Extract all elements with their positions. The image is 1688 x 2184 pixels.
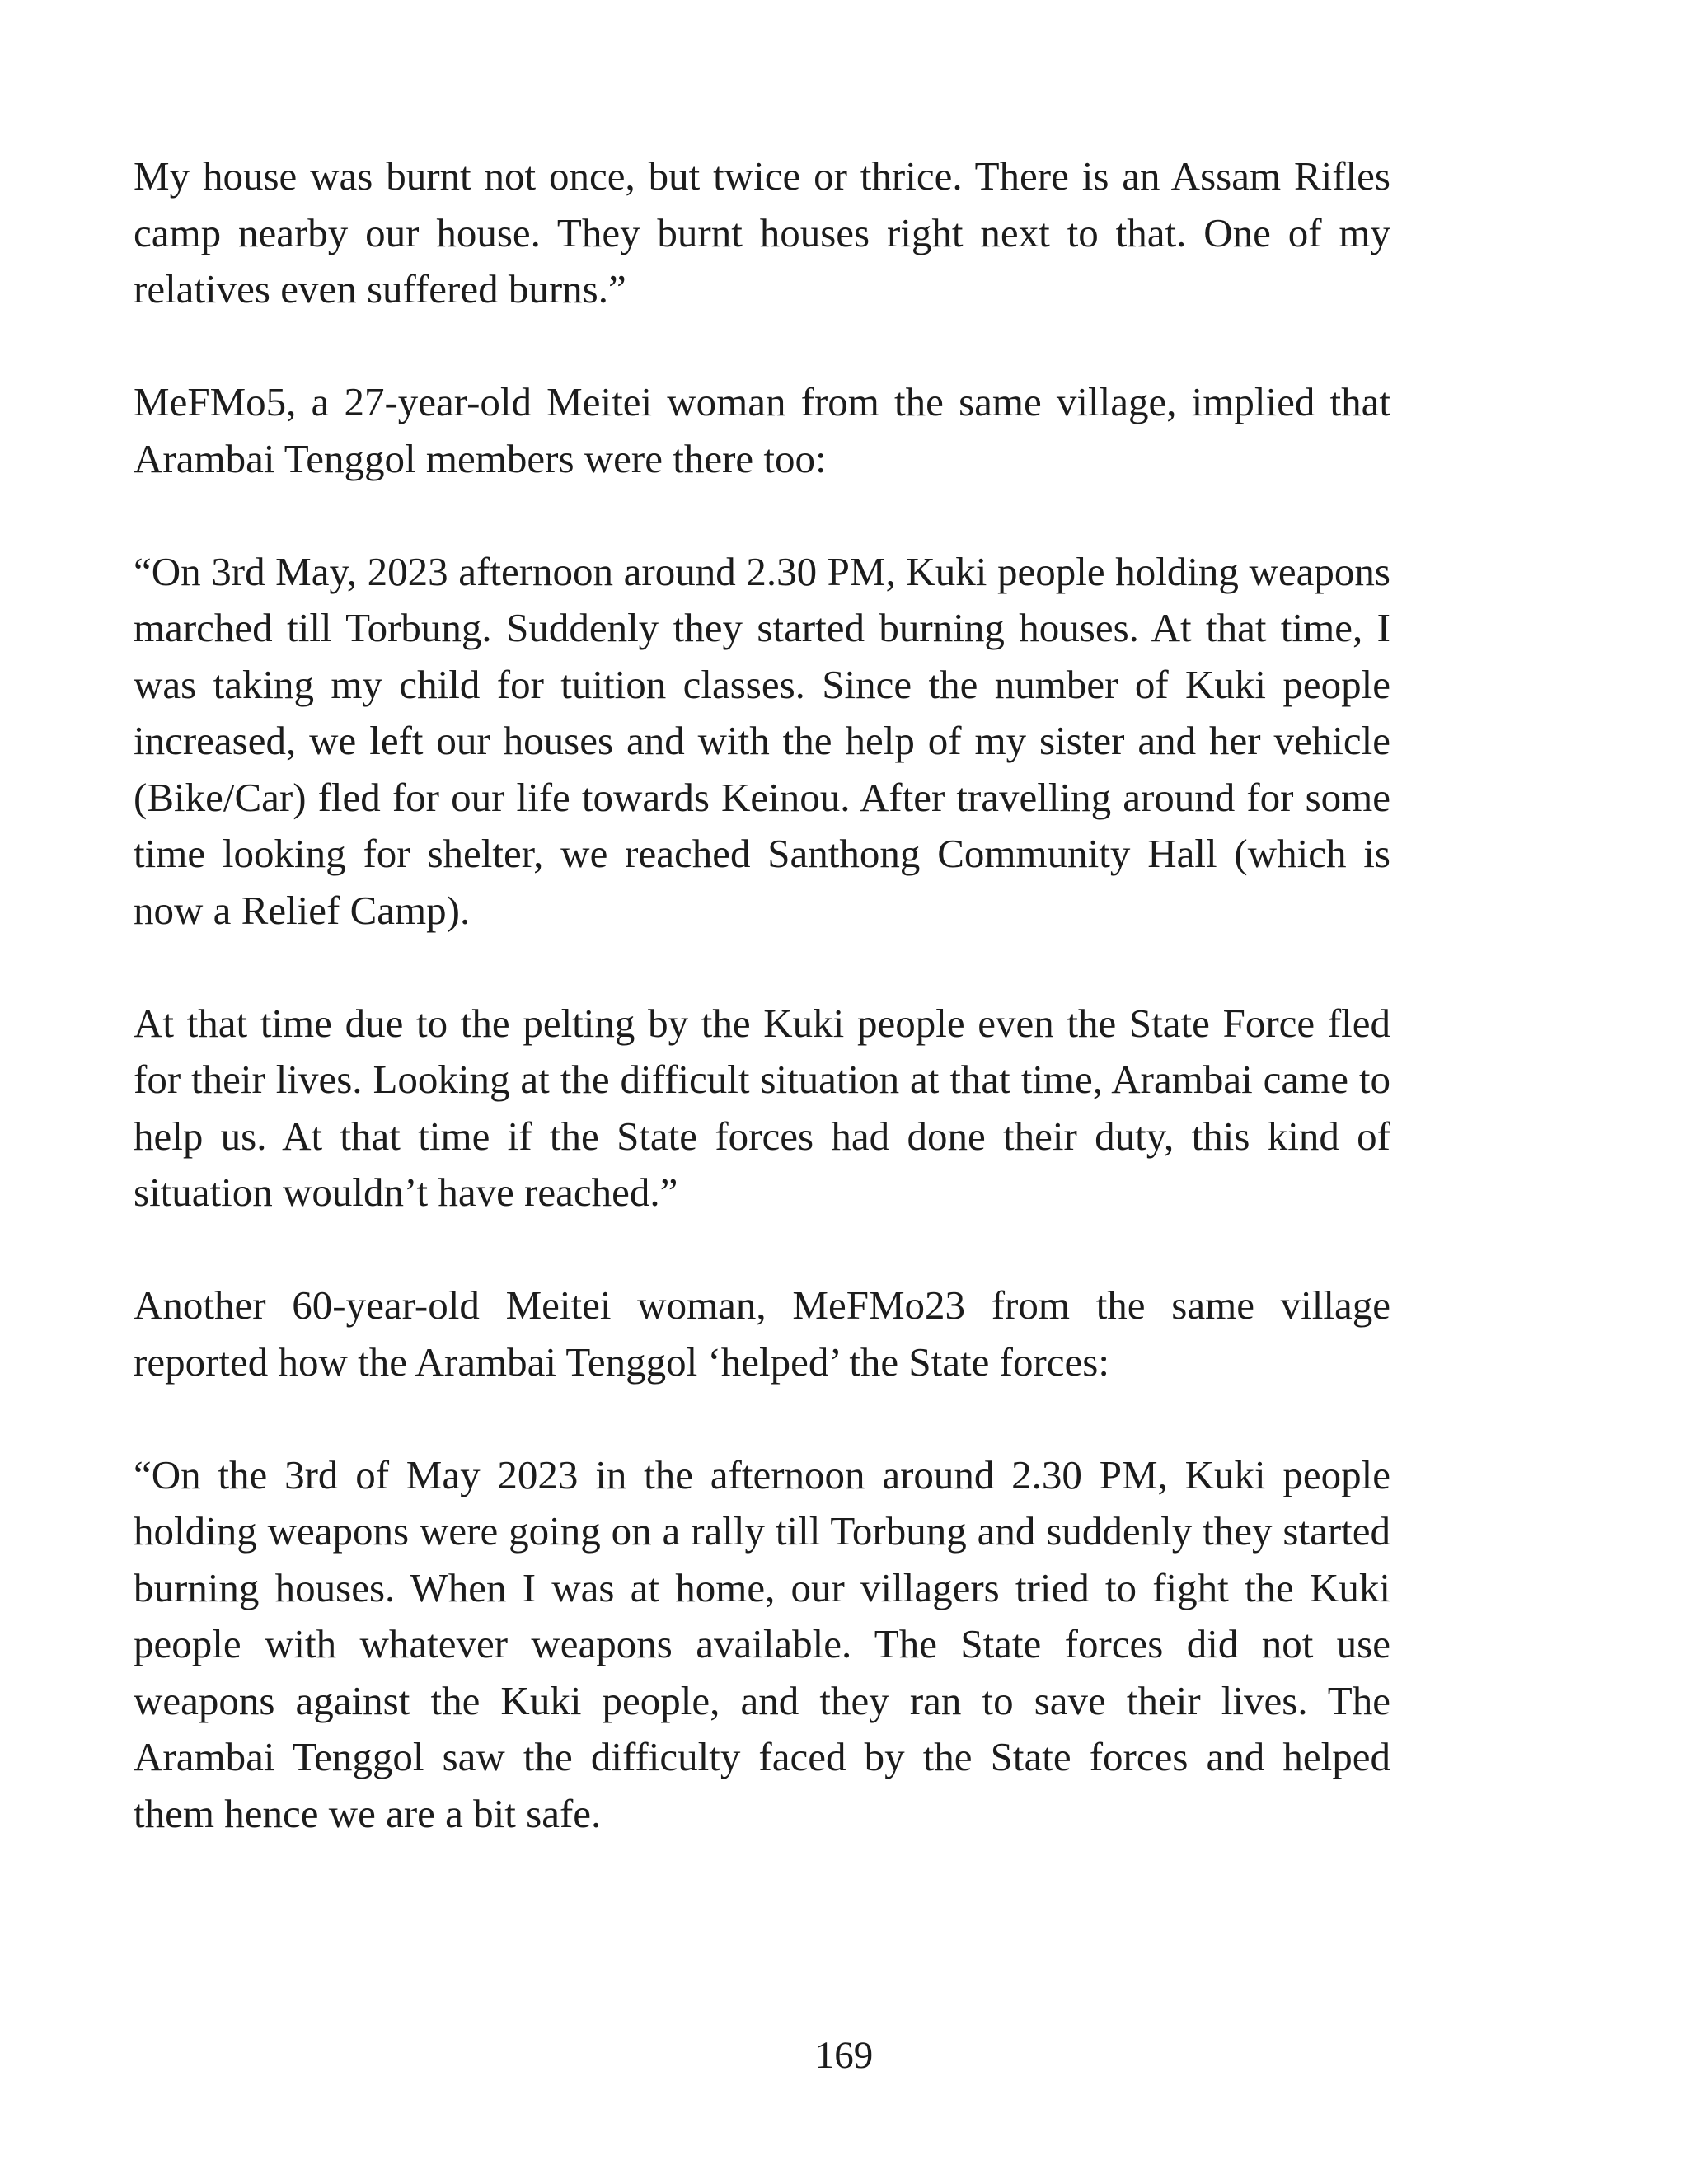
paragraph-mefmo23-intro: Another 60-year-old Meitei woman, MeFMo23 from the same village reported how the Arambai Tenggol ‘helped’ the State forces: [134,1282,1390,1385]
paragraph-mefmo5-quote: “On 3rd May, 2023 afternoon around 2.30 PM, Kuki people holding weapons marched till Torbung. Suddenly they started burning houses. At that time, I was taking my child for tuition classes. Since the number of Kuki people increased, we left our houses and with the help of my sister and her vehicle (Bike/Car) fled for our life towards Keinou. After travelling around for some time looking for shelter, we reached Santhong Community Hall (which is now a Relief Camp). [134,548,1390,933]
body-text [134,148,1390,1899]
paragraph-state-force-fled: At that time due to the pelting by the Kuki people even the State Force fled for their lives. Looking at the difficult situation at that time, Arambai came to help us. At that time if the State forces had done their duty, this kind of situation wouldn’t have reached.” [134,1000,1390,1215]
paragraph-mefmo23-quote: “On the 3rd of May 2023 in the afternoon around 2.30 PM, Kuki people holding weapons were going on a rally till Torbung and suddenly they started burning houses. When I was at home, our villagers tried to fight the Kuki people with whatever weapons available. The State forces did not use weapons against the Kuki people, and they ran to save their lives. The Arambai Tenggol saw the difficulty faced by the State forces and helped them hence we are a bit safe. [134,1451,1390,1836]
paragraph-mefmo5-intro: MeFMo5, a 27-year-old Meitei woman from the same village, implied that Arambai Tenggol members were there too: [134,379,1390,481]
paragraph-house-burnt: My house was burnt not once, but twice or thrice. There is an Assam Rifles camp nearby our house. They burnt houses right next to that. One of my relatives even suffered burns.” [134,153,1390,312]
page-number: 169 [814,2034,874,2077]
